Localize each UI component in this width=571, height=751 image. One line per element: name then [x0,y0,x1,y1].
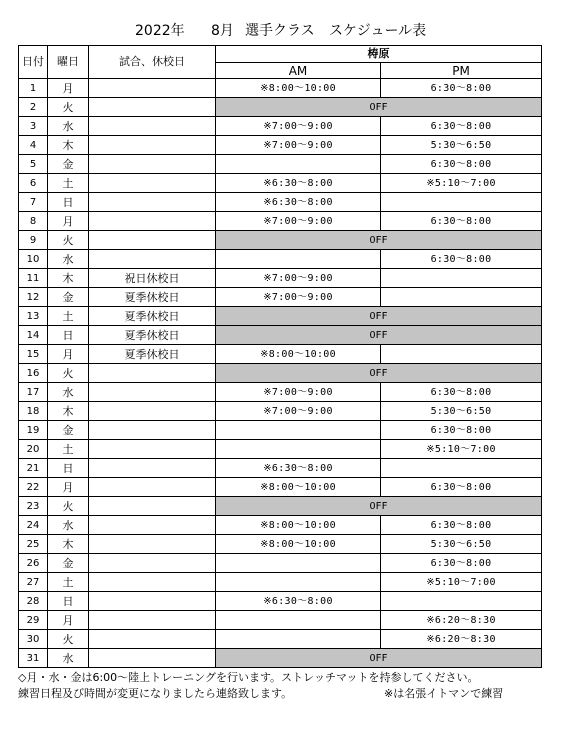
weekday-cell: 水 [48,250,89,269]
schedule-row [19,573,542,592]
event-cell [89,440,216,459]
event-cell [89,155,216,174]
event-cell [89,250,216,269]
pm-cell: 5:30～6:50 [381,136,542,155]
date-cell: 2 [19,98,48,117]
weekday-cell: 水 [48,117,89,136]
schedule-row [19,212,542,231]
event-cell [89,174,216,193]
pm-cell: 6:30～8:00 [381,212,542,231]
header-location: 梼原 [216,46,542,63]
weekday-cell: 月 [48,212,89,231]
header-am: AM [216,63,381,79]
am-cell: ※7:00～9:00 [216,288,381,307]
pm-cell: ※6:20～8:30 [381,630,542,649]
event-cell [89,193,216,212]
weekday-cell: 土 [48,573,89,592]
event-cell [89,212,216,231]
schedule-row [19,193,542,212]
weekday-cell: 火 [48,364,89,383]
event-cell [89,554,216,573]
weekday-cell: 月 [48,478,89,497]
schedule-row [19,649,542,668]
pm-cell: 6:30～8:00 [381,117,542,136]
event-cell [89,611,216,630]
schedule-row [19,288,542,307]
date-cell: 15 [19,345,48,364]
schedule-row [19,421,542,440]
title-label: スケジュール表 [329,23,427,39]
weekday-cell: 日 [48,592,89,611]
am-cell [216,611,381,630]
am-cell: ※7:00～9:00 [216,402,381,421]
schedule-row [19,497,542,516]
date-cell: 26 [19,554,48,573]
weekday-cell: 月 [48,79,89,98]
schedule-row [19,535,542,554]
date-cell: 17 [19,383,48,402]
event-cell: 夏季休校日 [89,345,216,364]
header-row [19,46,542,63]
off-cell: OFF [216,364,542,383]
pm-cell: 6:30～8:00 [381,79,542,98]
weekday-cell: 火 [48,231,89,250]
am-cell [216,554,381,573]
pm-cell: 5:30～6:50 [381,535,542,554]
off-cell: OFF [216,497,542,516]
am-cell [216,250,381,269]
am-cell: ※6:30～8:00 [216,193,381,212]
header-pm: PM [381,63,542,79]
event-cell [89,136,216,155]
date-cell: 19 [19,421,48,440]
event-cell [89,497,216,516]
date-cell: 24 [19,516,48,535]
pm-cell [381,193,542,212]
event-cell [89,516,216,535]
weekday-cell: 金 [48,421,89,440]
am-cell: ※8:00～10:00 [216,516,381,535]
event-cell [89,592,216,611]
schedule-row [19,592,542,611]
date-cell: 9 [19,231,48,250]
weekday-cell: 木 [48,402,89,421]
am-cell [216,155,381,174]
date-cell: 22 [19,478,48,497]
weekday-cell: 金 [48,554,89,573]
event-cell [89,383,216,402]
off-cell: OFF [216,326,542,345]
schedule-row [19,136,542,155]
event-cell [89,459,216,478]
event-cell [89,421,216,440]
weekday-cell: 水 [48,649,89,668]
am-cell: ※7:00～9:00 [216,136,381,155]
schedule-row [19,98,542,117]
weekday-cell: 土 [48,174,89,193]
schedule-row [19,250,542,269]
schedule-row [19,345,542,364]
date-cell: 10 [19,250,48,269]
weekday-cell: 木 [48,535,89,554]
am-cell [216,573,381,592]
footer-note-changes: 練習日程及び時間が変更になりましたら連絡致します。 [18,687,293,700]
am-cell: ※8:00～10:00 [216,478,381,497]
weekday-cell: 火 [48,497,89,516]
date-cell: 23 [19,497,48,516]
schedule-row [19,630,542,649]
date-cell: 27 [19,573,48,592]
am-cell: ※6:30～8:00 [216,174,381,193]
weekday-cell: 土 [48,307,89,326]
schedule-row [19,478,542,497]
header-event: 試合、休校日 [89,46,216,79]
am-cell: ※8:00～10:00 [216,79,381,98]
pm-cell: ※5:10～7:00 [381,440,542,459]
am-cell: ※8:00～10:00 [216,345,381,364]
schedule-row [19,117,542,136]
date-cell: 4 [19,136,48,155]
off-cell: OFF [216,307,542,326]
pm-cell: 5:30～6:50 [381,402,542,421]
schedule-row [19,326,542,345]
am-cell: ※6:30～8:00 [216,459,381,478]
footer-note-training: ◇月・水・金は6:00～陸上トレーニングを行います。ストレッチマットを持参してください。 [18,671,479,684]
am-cell: ※6:30～8:00 [216,592,381,611]
event-cell [89,630,216,649]
event-cell [89,649,216,668]
date-cell: 13 [19,307,48,326]
date-cell: 20 [19,440,48,459]
pm-cell: ※5:10～7:00 [381,573,542,592]
date-cell: 29 [19,611,48,630]
am-cell: ※7:00～9:00 [216,212,381,231]
weekday-cell: 水 [48,383,89,402]
pm-cell [381,269,542,288]
weekday-cell: 金 [48,155,89,174]
schedule-row [19,554,542,573]
date-cell: 30 [19,630,48,649]
schedule-table [18,45,542,668]
weekday-cell: 月 [48,345,89,364]
event-cell: 夏季休校日 [89,307,216,326]
date-cell: 16 [19,364,48,383]
weekday-cell: 日 [48,459,89,478]
pm-cell: 6:30～8:00 [381,155,542,174]
date-cell: 31 [19,649,48,668]
schedule-row [19,516,542,535]
weekday-cell: 水 [48,516,89,535]
pm-cell: ※5:10～7:00 [381,174,542,193]
weekday-cell: 金 [48,288,89,307]
date-cell: 1 [19,79,48,98]
pm-cell: 6:30～8:00 [381,421,542,440]
footer-note-legend: ※は名張イトマンで練習 [384,687,504,700]
event-cell [89,117,216,136]
weekday-cell: 火 [48,98,89,117]
schedule-row [19,307,542,326]
schedule-row [19,364,542,383]
date-cell: 8 [19,212,48,231]
header-weekday: 曜日 [48,46,89,79]
event-cell [89,402,216,421]
pm-cell [381,592,542,611]
event-cell: 夏季休校日 [89,288,216,307]
event-cell [89,573,216,592]
weekday-cell: 木 [48,136,89,155]
pm-cell [381,345,542,364]
schedule-row [19,459,542,478]
date-cell: 18 [19,402,48,421]
schedule-row [19,440,542,459]
am-cell: ※7:00～9:00 [216,269,381,288]
schedule-row [19,79,542,98]
event-cell: 夏季休校日 [89,326,216,345]
schedule-row [19,231,542,250]
am-cell [216,421,381,440]
schedule-row [19,611,542,630]
event-cell: 祝日休校日 [89,269,216,288]
schedule-row [19,402,542,421]
pm-cell: 6:30～8:00 [381,554,542,573]
date-cell: 12 [19,288,48,307]
schedule-row [19,174,542,193]
schedule-row [19,269,542,288]
event-cell [89,364,216,383]
date-cell: 3 [19,117,48,136]
weekday-cell: 木 [48,269,89,288]
pm-cell: ※6:20～8:30 [381,611,542,630]
pm-cell: 6:30～8:00 [381,250,542,269]
weekday-cell: 火 [48,630,89,649]
am-cell: ※7:00～9:00 [216,117,381,136]
date-cell: 5 [19,155,48,174]
schedule-body [19,79,542,668]
date-cell: 14 [19,326,48,345]
header-date: 日付 [19,46,48,79]
event-cell [89,98,216,117]
date-cell: 28 [19,592,48,611]
weekday-cell: 日 [48,326,89,345]
off-cell: OFF [216,98,542,117]
pm-cell: 6:30～8:00 [381,383,542,402]
title-month: 8月 [211,23,234,39]
off-cell: OFF [216,649,542,668]
date-cell: 7 [19,193,48,212]
date-cell: 25 [19,535,48,554]
event-cell [89,231,216,250]
title-year: 2022年 [135,23,185,39]
am-cell: ※8:00～10:00 [216,535,381,554]
date-cell: 21 [19,459,48,478]
event-cell [89,478,216,497]
date-cell: 6 [19,174,48,193]
schedule-row [19,155,542,174]
weekday-cell: 月 [48,611,89,630]
weekday-cell: 土 [48,440,89,459]
off-cell: OFF [216,231,542,250]
schedule-row [19,383,542,402]
am-cell [216,630,381,649]
am-cell: ※7:00～9:00 [216,383,381,402]
pm-cell: 6:30～8:00 [381,516,542,535]
pm-cell: 6:30～8:00 [381,478,542,497]
am-cell [216,440,381,459]
title-class: 選手クラス [245,23,315,39]
weekday-cell: 日 [48,193,89,212]
date-cell: 11 [19,269,48,288]
pm-cell [381,288,542,307]
event-cell [89,79,216,98]
event-cell [89,535,216,554]
pm-cell [381,459,542,478]
